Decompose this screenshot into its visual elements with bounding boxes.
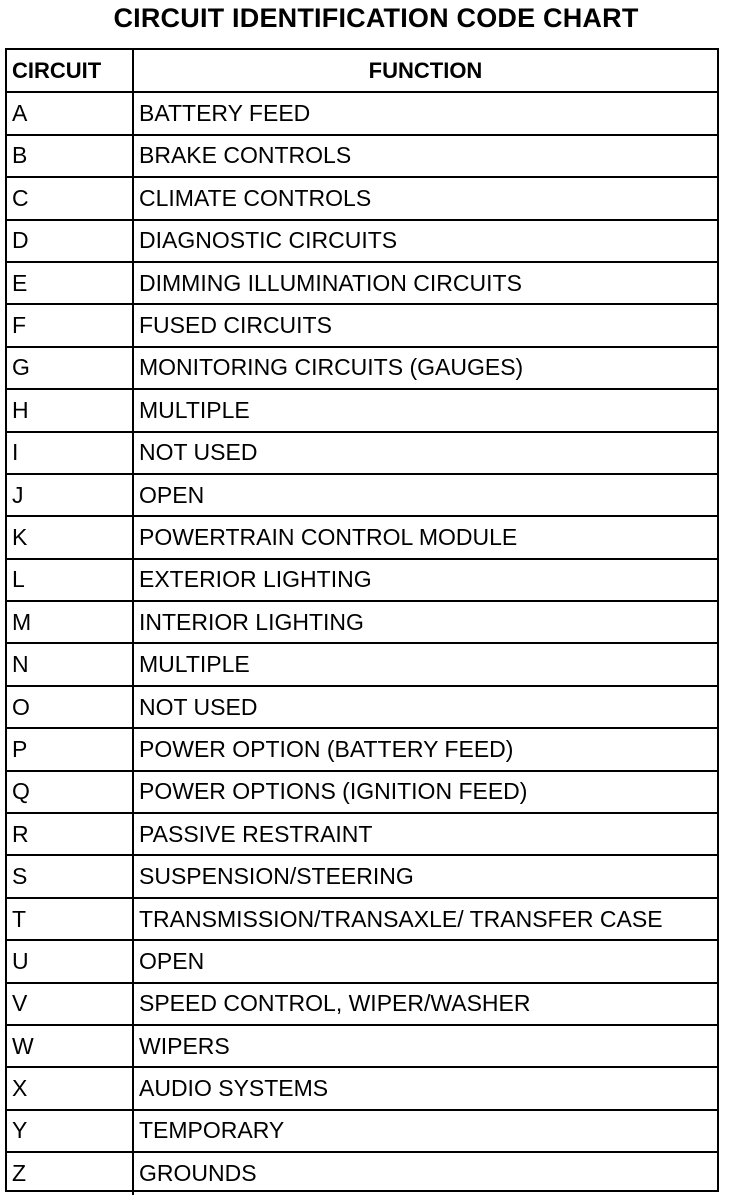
circuit-code-cell: W xyxy=(7,1025,133,1067)
circuit-code-cell: Z xyxy=(7,1152,133,1194)
function-cell: TEMPORARY xyxy=(133,1110,717,1152)
circuit-code-cell: U xyxy=(7,940,133,982)
circuit-code-cell: K xyxy=(7,516,133,558)
table-row xyxy=(7,983,717,1025)
function-cell: BRAKE CONTROLS xyxy=(133,135,717,177)
function-cell: MULTIPLE xyxy=(133,643,717,685)
circuit-code-cell: F xyxy=(7,304,133,346)
function-cell: SPEED CONTROL, WIPER/WASHER xyxy=(133,983,717,1025)
table-row xyxy=(7,898,717,940)
function-cell: PASSIVE RESTRAINT xyxy=(133,813,717,855)
table-row xyxy=(7,474,717,516)
function-cell: POWER OPTIONS (IGNITION FEED) xyxy=(133,771,717,813)
table-row xyxy=(7,432,717,474)
function-cell: WIPERS xyxy=(133,1025,717,1067)
function-cell: DIMMING ILLUMINATION CIRCUITS xyxy=(133,262,717,304)
function-cell: NOT USED xyxy=(133,686,717,728)
table-row xyxy=(7,855,717,897)
circuit-code-cell: H xyxy=(7,389,133,431)
circuit-code-cell: E xyxy=(7,262,133,304)
function-cell: MONITORING CIRCUITS (GAUGES) xyxy=(133,347,717,389)
table-row xyxy=(7,1025,717,1067)
circuit-code-cell: I xyxy=(7,432,133,474)
circuit-code-cell: V xyxy=(7,983,133,1025)
function-cell: MULTIPLE xyxy=(133,389,717,431)
table-row xyxy=(7,516,717,558)
circuit-code-cell: L xyxy=(7,559,133,601)
column-header-circuit: CIRCUIT xyxy=(7,50,133,92)
table-row xyxy=(7,559,717,601)
function-cell: SUSPENSION/STEERING xyxy=(133,855,717,897)
function-cell: NOT USED xyxy=(133,432,717,474)
table-row xyxy=(7,220,717,262)
table-row xyxy=(7,347,717,389)
table-row xyxy=(7,601,717,643)
function-cell: INTERIOR LIGHTING xyxy=(133,601,717,643)
circuit-code-cell: Y xyxy=(7,1110,133,1152)
table-row xyxy=(7,643,717,685)
circuit-code-cell: P xyxy=(7,728,133,770)
circuit-code-cell: J xyxy=(7,474,133,516)
circuit-code-table-container xyxy=(5,48,719,1192)
column-header-function: FUNCTION xyxy=(133,50,717,92)
function-cell: TRANSMISSION/TRANSAXLE/ TRANSFER CASE xyxy=(133,898,717,940)
function-cell: POWER OPTION (BATTERY FEED) xyxy=(133,728,717,770)
circuit-code-cell: M xyxy=(7,601,133,643)
circuit-code-cell: O xyxy=(7,686,133,728)
circuit-code-cell: B xyxy=(7,135,133,177)
table-row xyxy=(7,728,717,770)
function-cell: DIAGNOSTIC CIRCUITS xyxy=(133,220,717,262)
table-body xyxy=(7,92,717,1194)
table-row xyxy=(7,1152,717,1194)
circuit-code-cell: G xyxy=(7,347,133,389)
function-cell: FUSED CIRCUITS xyxy=(133,304,717,346)
function-cell: CLIMATE CONTROLS xyxy=(133,177,717,219)
table-row xyxy=(7,92,717,134)
table-row xyxy=(7,813,717,855)
circuit-code-cell: D xyxy=(7,220,133,262)
function-cell: POWERTRAIN CONTROL MODULE xyxy=(133,516,717,558)
circuit-code-cell: A xyxy=(7,92,133,134)
function-cell: AUDIO SYSTEMS xyxy=(133,1067,717,1109)
table-row xyxy=(7,177,717,219)
table-row xyxy=(7,1067,717,1109)
table-row xyxy=(7,940,717,982)
table-row xyxy=(7,304,717,346)
table-row xyxy=(7,262,717,304)
table-row xyxy=(7,389,717,431)
circuit-code-cell: X xyxy=(7,1067,133,1109)
function-cell: GROUNDS xyxy=(133,1152,717,1194)
function-cell: OPEN xyxy=(133,474,717,516)
table-row xyxy=(7,771,717,813)
circuit-code-cell: C xyxy=(7,177,133,219)
circuit-code-cell: T xyxy=(7,898,133,940)
table-row xyxy=(7,1110,717,1152)
circuit-code-cell: N xyxy=(7,643,133,685)
function-cell: OPEN xyxy=(133,940,717,982)
circuit-code-cell: S xyxy=(7,855,133,897)
page-title: CIRCUIT IDENTIFICATION CODE CHART xyxy=(113,3,639,33)
function-cell: EXTERIOR LIGHTING xyxy=(133,559,717,601)
function-cell: BATTERY FEED xyxy=(133,92,717,134)
table-header-row xyxy=(7,50,717,92)
table-row xyxy=(7,686,717,728)
circuit-code-table xyxy=(7,50,717,1195)
circuit-code-cell: Q xyxy=(7,771,133,813)
table-row xyxy=(7,135,717,177)
circuit-code-cell: R xyxy=(7,813,133,855)
